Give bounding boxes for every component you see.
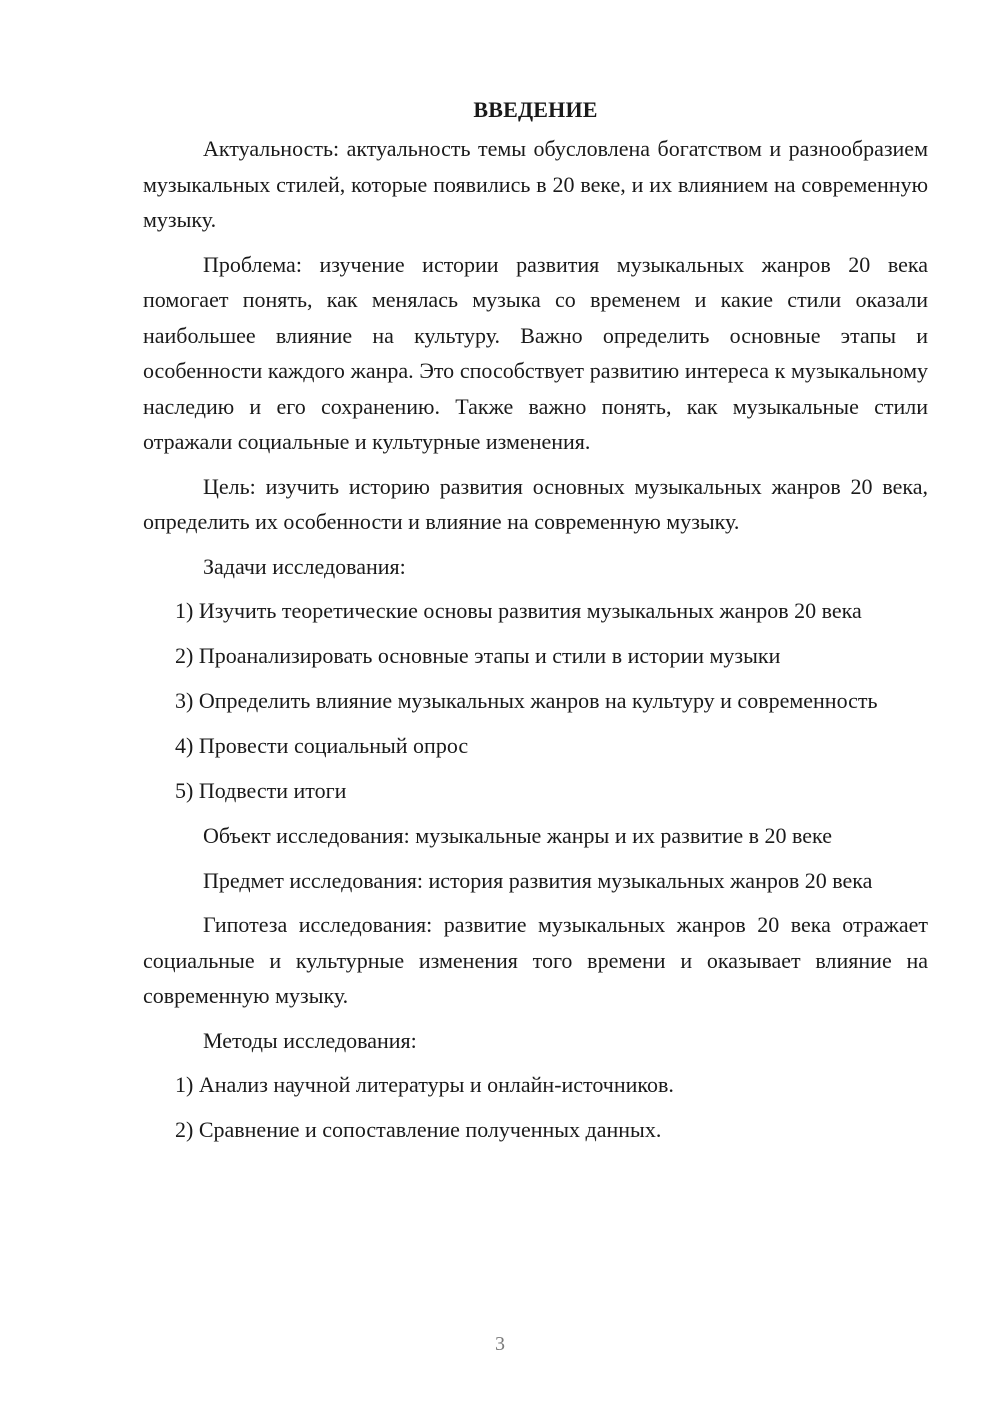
object-paragraph: Объект исследования: музыкальные жанры и их развитие в 20 веке (203, 823, 832, 848)
page-title: ВВЕДЕНИЕ (473, 97, 598, 122)
task-item-1: 1) Изучить теоретические основы развития музыкальных жанров 20 века (175, 598, 862, 623)
page-number: 3 (495, 1333, 505, 1355)
hypothesis-paragraph: Гипотеза исследования: развитие музыкальных жанров 20 века отражает социальные и культурные изменения того времени и оказывает влияние на современную музыку. (143, 912, 928, 1008)
relevance-paragraph: Актуальность: актуальность темы обусловлена богатством и разнообразием музыкальных стилей, которые появились в 20 веке, и их влиянием на современную музыку. (143, 136, 928, 232)
subject-paragraph: Предмет исследования: история развития музыкальных жанров 20 века (203, 867, 873, 893)
problem-paragraph: Проблема: изучение истории развития музыкальных жанров 20 века помогает понять, как менялась музыка со временем и какие стили оказали наибольшее влияние на культуру. Важно определить основные этапы и особенности каждого жанра. Это способствует развитию интереса к музыкальному наследию и его сохранению. Также важно понять, как музыкальные стили отражали социальные и культурные изменения. (143, 251, 928, 454)
methods-heading: Методы исследования: (203, 1027, 417, 1053)
task-item-2: 2) Проанализировать основные этапы и стили в истории музыки (175, 643, 781, 668)
method-item-2: 2) Сравнение и сопоставление полученных данных. (175, 1117, 662, 1142)
task-item-3: 3) Определить влияние музыкальных жанров на культуру и современность (175, 688, 878, 713)
goal-paragraph: Цель: изучить историю развития основных музыкальных жанров 20 века, определить их особенности и влияние на современную музыку. (143, 473, 928, 534)
task-item-5: 5) Подвести итоги (175, 778, 347, 803)
tasks-heading: Задачи исследования: (203, 553, 406, 579)
task-item-4: 4) Провести социальный опрос (175, 733, 469, 758)
document-page (143, 92, 928, 1157)
method-item-1: 1) Анализ научной литературы и онлайн-источников. (175, 1072, 674, 1097)
